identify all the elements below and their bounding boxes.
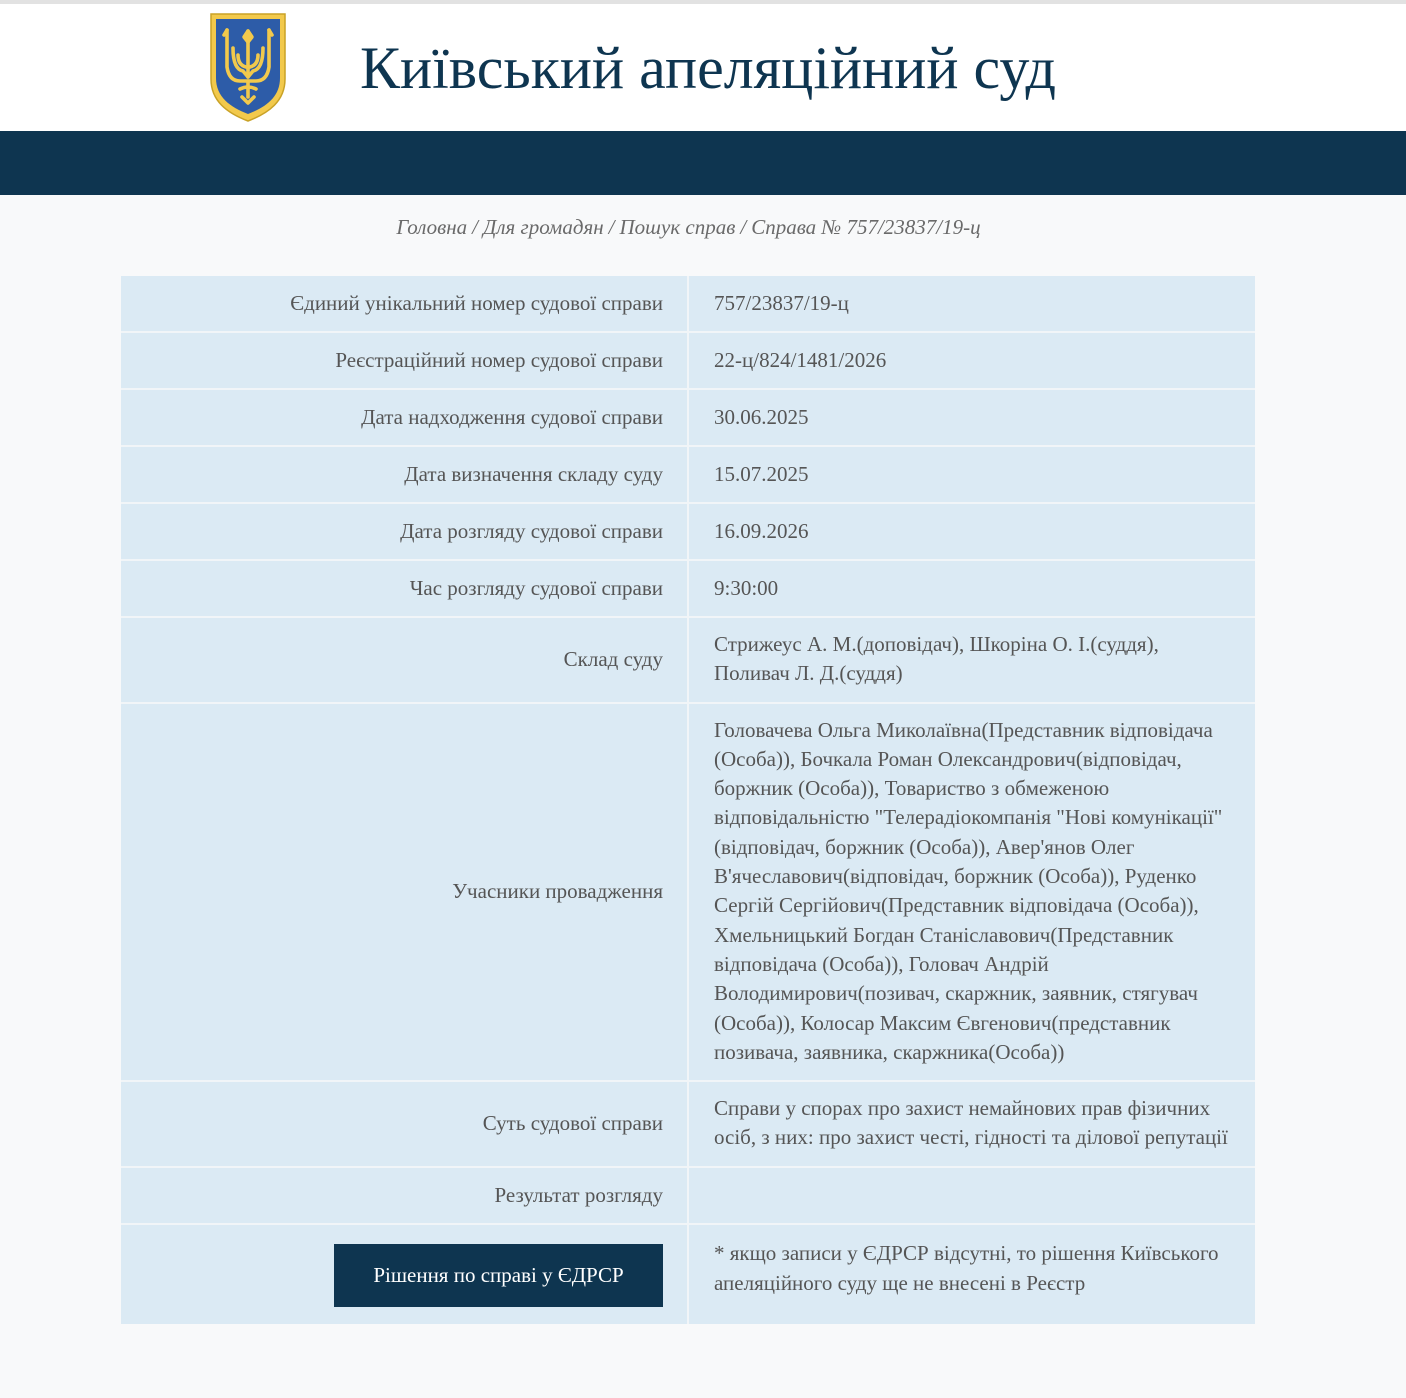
- row-value: 22-ц/824/1481/2026: [688, 332, 1255, 389]
- row-value: Справи у спорах про захист немайнових прав фізичних осіб, з них: про захист честі, гідності та ділової репутації: [688, 1081, 1255, 1167]
- table-row: [121, 332, 1255, 389]
- row-label: Дата визначення складу суду: [121, 446, 688, 503]
- row-label: Склад суду: [121, 617, 688, 703]
- edrsr-decision-button[interactable]: Рішення по справі у ЄДРСР: [334, 1244, 663, 1307]
- table-row: [121, 446, 1255, 503]
- row-label: Дата надходження судової справи: [121, 389, 688, 446]
- navigation-bar: [0, 131, 1406, 195]
- breadcrumb-item-case-search[interactable]: Пошук справ: [619, 215, 736, 239]
- row-value: 9:30:00: [688, 560, 1255, 617]
- case-details-table: [121, 276, 1255, 1324]
- breadcrumb-item-citizens[interactable]: Для громадян: [483, 215, 604, 239]
- breadcrumb-separator: /: [740, 215, 747, 239]
- row-label: Суть судової справи: [121, 1081, 688, 1167]
- row-label: Дата розгляду судової справи: [121, 503, 688, 560]
- court-title: Київський апеляційний суд: [360, 35, 1057, 101]
- table-row: [121, 617, 1255, 703]
- table-row: [121, 1224, 1255, 1324]
- table-row: [121, 276, 1255, 332]
- breadcrumb-item-current-case: Справа № 757/23837/19-ц: [751, 215, 981, 239]
- row-value: [688, 1167, 1255, 1224]
- table-row: [121, 1167, 1255, 1224]
- row-label: Час розгляду судової справи: [121, 560, 688, 617]
- trident-emblem-icon[interactable]: [207, 11, 289, 123]
- table-row: [121, 703, 1255, 1082]
- row-label: Реєстраційний номер судової справи: [121, 332, 688, 389]
- row-value: 757/23837/19-ц: [714, 290, 849, 315]
- row-value: Головачева Ольга Миколаївна(Представник відповідача (Особа)), Бочкала Роман Олександрович(відповідач, боржник (Особа)), Товариство з обмеженою відповідальністю "Телерадіокомпанія "Нові комунікації"(відповідач, боржник (Особа)), Авер'янов Олег В'ячеславович(відповідач, боржник (Особа)), Руденко Сергій Сергійович(Представник відповідача (Особа)), Хмельницький Богдан Станіславович(Представник відповідача (Особа)), Головач Андрій Володимирович(позивач, скаржник, заявник, стягувач (Особа)), Колосар Максим Євгенович(представник позивача, заявника, скаржника(Особа)): [688, 703, 1255, 1082]
- row-label: Учасники провадження: [121, 703, 688, 1082]
- row-value: Стрижеус А. М.(доповідач), Шкоріна О. І.(суддя), Поливач Л. Д.(суддя): [688, 617, 1255, 703]
- breadcrumb-separator: /: [472, 215, 478, 239]
- row-value: 15.07.2025: [688, 446, 1255, 503]
- row-value: 16.09.2026: [688, 503, 1255, 560]
- table-row: [121, 503, 1255, 560]
- row-label: Єдиний унікальний номер судової справи: [121, 276, 688, 332]
- row-label: [121, 1224, 688, 1324]
- breadcrumb-separator: /: [608, 215, 615, 239]
- table-row: [121, 560, 1255, 617]
- table-row: [121, 1081, 1255, 1167]
- row-label: Результат розгляду: [121, 1167, 688, 1224]
- row-value: 30.06.2025: [688, 389, 1255, 446]
- edrsr-note: * якщо записи у ЄДРСР відсутні, то рішення Київського апеляційного суду ще не внесені в Реєстр: [688, 1224, 1255, 1324]
- site-header: [0, 4, 1406, 131]
- table-row: [121, 389, 1255, 446]
- breadcrumb: [0, 212, 1377, 242]
- breadcrumb-item-home[interactable]: Головна: [396, 215, 468, 239]
